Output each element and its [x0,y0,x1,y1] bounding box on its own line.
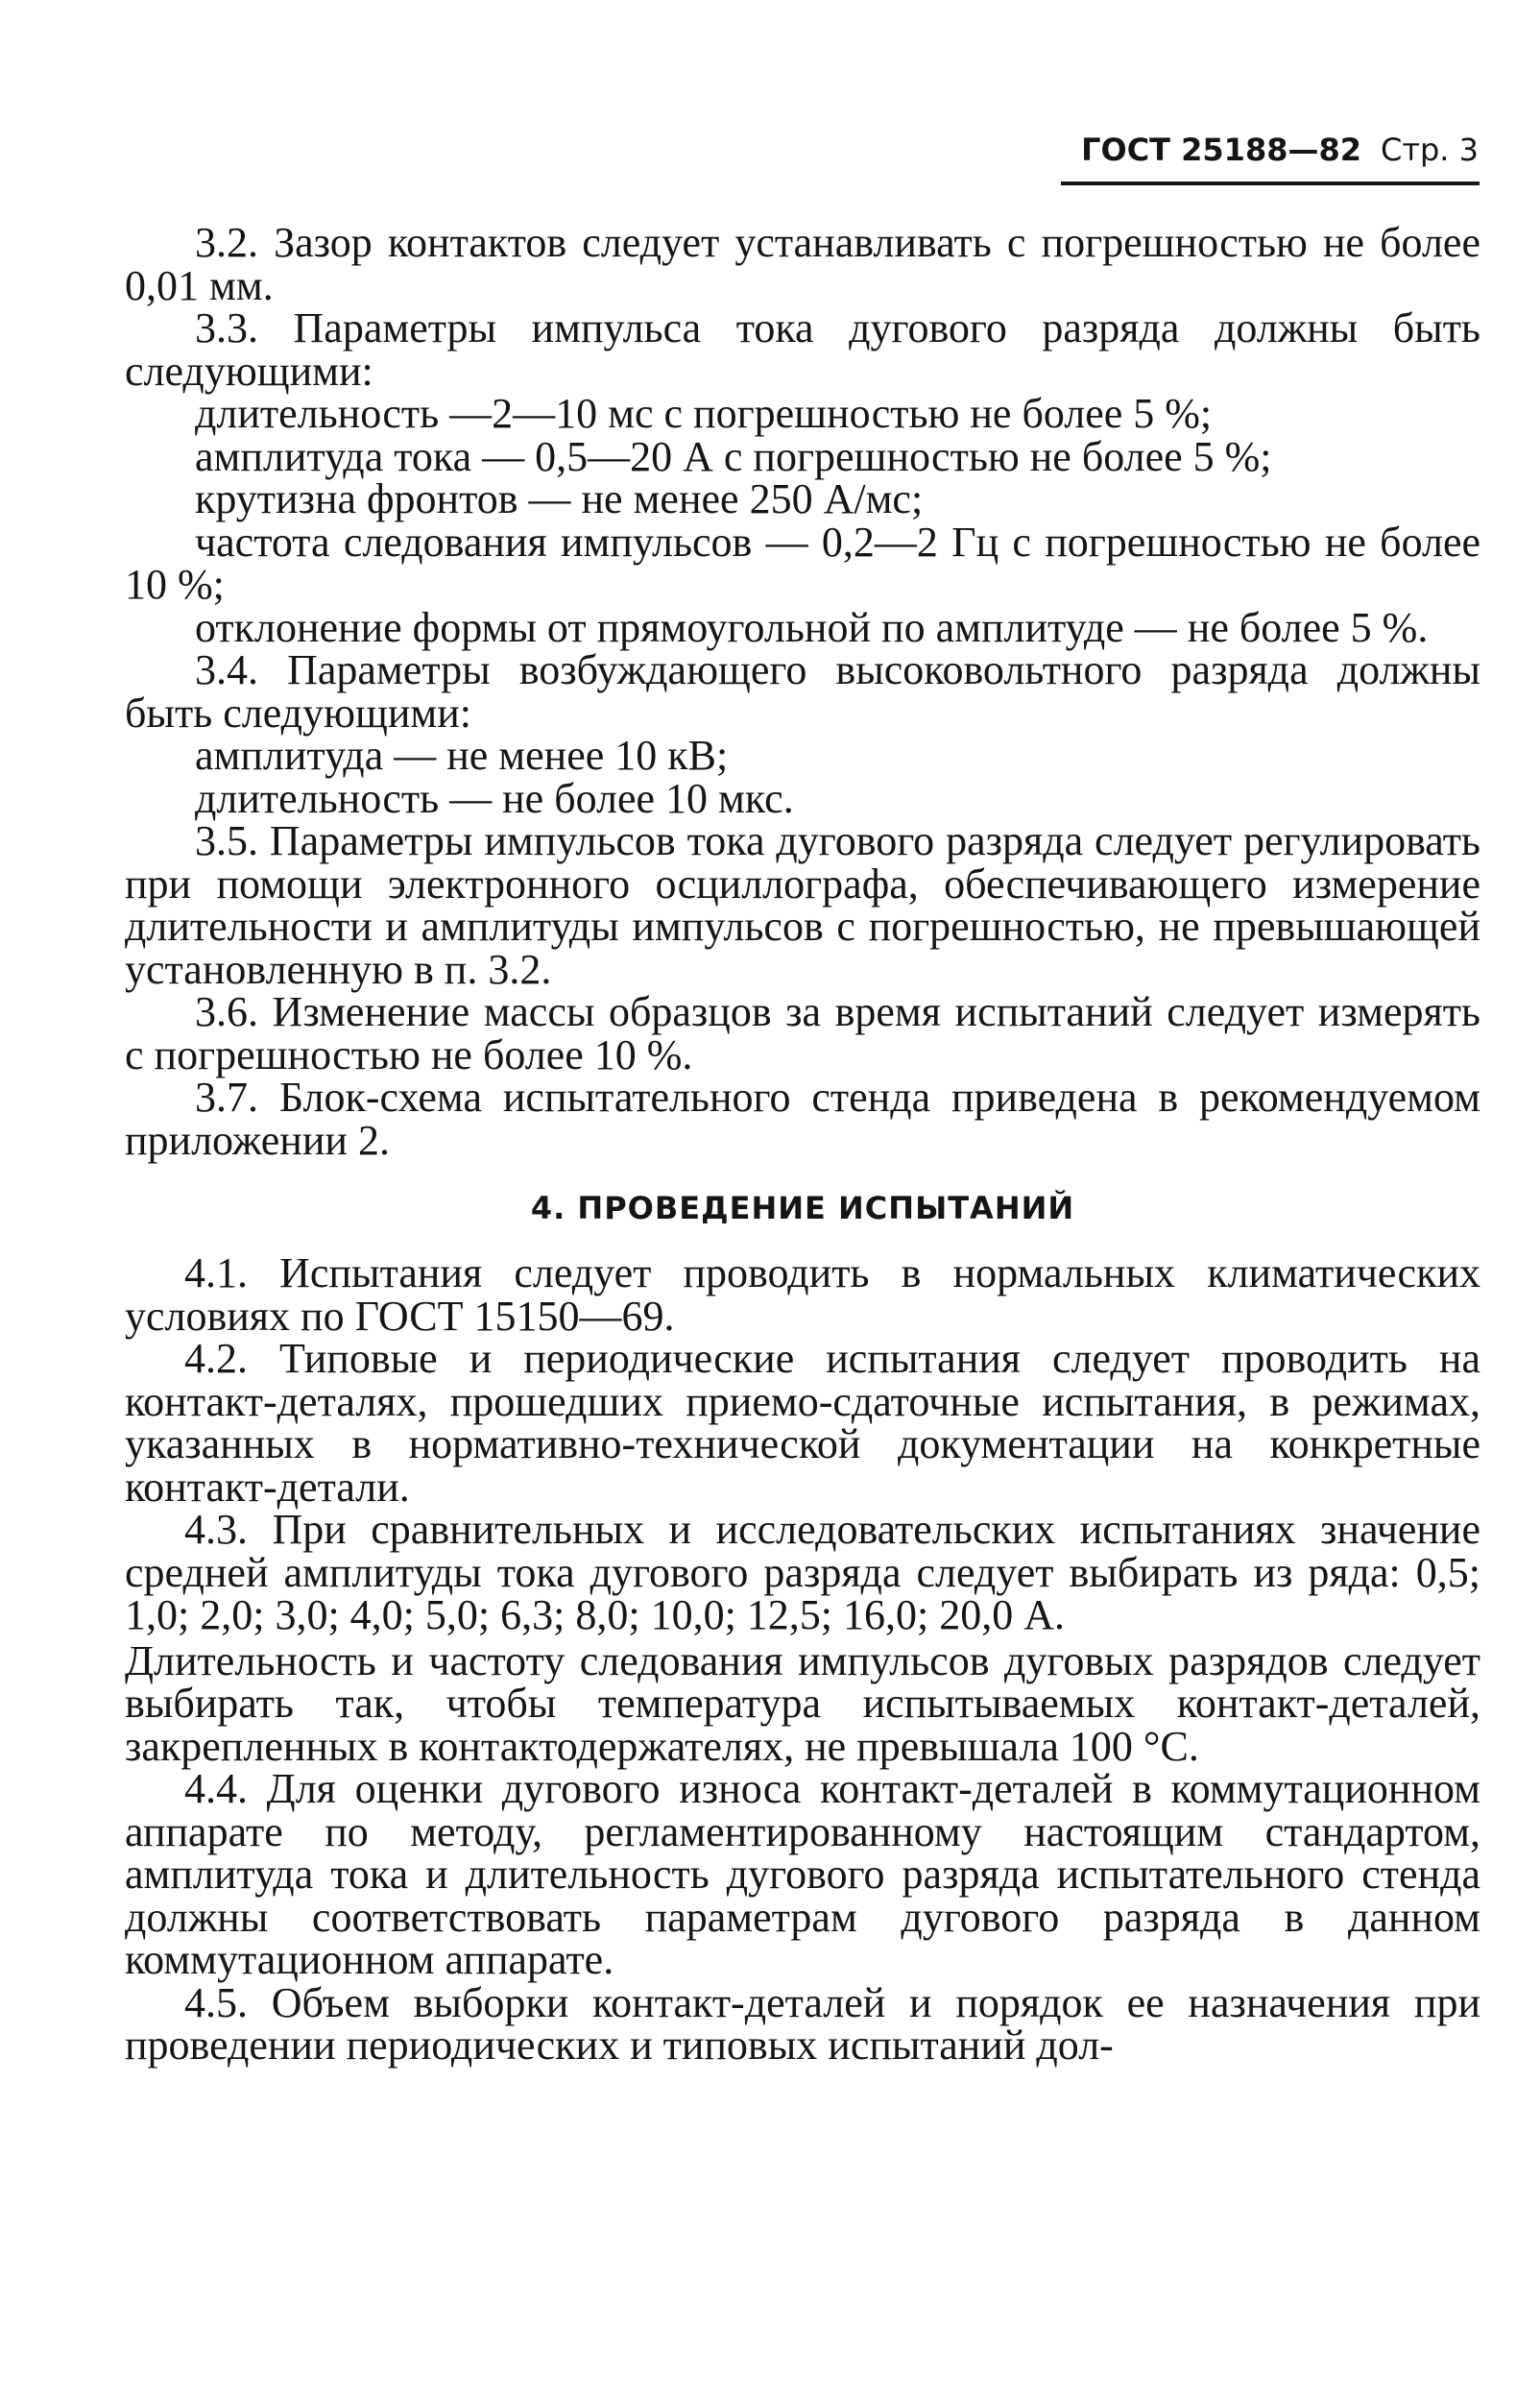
paragraph-4-3: 4.3. При сравнительных и исследовательских испытаниях значение средней амплитуды тока дугового разряда следует выбирать из ряда: 0,5; 1,0; 2,0; 3,0; 4,0; 5,0; 6,3; 8,0; 10,0; 12,5; 16,0; 20,0 А. [125,1506,1480,1638]
paragraph-3-5: 3.5. Параметры импульсов тока дугового разряда следует регулировать при помощи электронного осциллографа, обеспечивающего измерение длительности и амплитуды импульсов с погрешностью, не превышающей установленную в п. 3.2. [125,817,1480,993]
paragraph-4-2: 4.2. Типовые и периодические испытания следует проводить на контакт-деталях, прошедших приемо-сдаточные испытания, в режимах, указанных в нормативно-технической документации на конкретные контакт-детали. [125,1335,1480,1511]
section-title: 4. ПРОВЕДЕНИЕ ИСПЫТАНИЙ [530,1190,1075,1226]
paragraph-3-4-duration: длительность — не более 10 мкс. [195,774,794,822]
paragraph-3-7: 3.7. Блок-схема испытательного стенда приведена в рекомендуемом приложении 2. [125,1074,1480,1164]
paragraph-3-3-amplitude: амплитуда тока — 0,5—20 А с погрешностью не более 5 %; [195,432,1272,480]
paragraph-3-3-slope: крутизна фронтов — не менее 250 А/мс; [195,475,924,522]
paragraph-3-4: 3.4. Параметры возбуждающего высоковольтного разряда должны быть следующими: [125,646,1480,737]
paragraph-4-4: 4.4. Для оценки дугового износа контакт-деталей в коммутационном аппарате по методу, регламентированному настоящим стандартом, амплитуда тока и длительность дугового разряда испытательного стенда должны соответствовать параметрам дугового разряда в данном коммутационном аппарате. [125,1765,1480,1983]
paragraph-3-3-deviation: отклонение формы от прямоугольной по амплитуде — не более 5 %. [195,603,1429,651]
paragraph-3-3-frequency: частота следования импульсов — 0,2—2 Гц с погрешностью не более 10 %; [125,518,1480,608]
page-header [999,131,1479,169]
paragraph-3-4-amplitude: амплитуда — не менее 10 кВ; [195,732,729,779]
paragraph-3-2: 3.2. Зазор контактов следует устанавливать с погрешностью не более 0,01 мм. [125,219,1480,309]
standard-number: ГОСТ 25188—82 [1081,132,1361,168]
paragraph-4-1: 4.1. Испытания следует проводить в нормальных климатических условиях по ГОСТ 15150—69. [125,1249,1480,1340]
paragraph-3-3-duration: длительность —2—10 мс с погрешностью не более 5 %; [195,390,1213,437]
paragraph-3-6: 3.6. Изменение массы образцов за время испытаний следует измерять с погрешностью не более 10 %. [125,988,1480,1078]
paragraph-4-3-continued: Длительность и частоту следования импульсов дуговых разрядов следует выбирать так, чтобы температура испытываемых контакт-деталей, закрепленных в контактодержателях, не превышала 100 °С. [125,1636,1480,1770]
document-body [125,219,1480,2069]
paragraph-4-5: 4.5. Объем выборки контакт-деталей и порядок ее назначения при проведении периодических и типовых испытаний дол- [125,1978,1480,2069]
paragraph-3-3: 3.3. Параметры импульса тока дугового разряда должны быть следующими: [125,304,1480,395]
page-number: Стр. 3 [1381,132,1479,168]
header-rule [1061,182,1480,185]
